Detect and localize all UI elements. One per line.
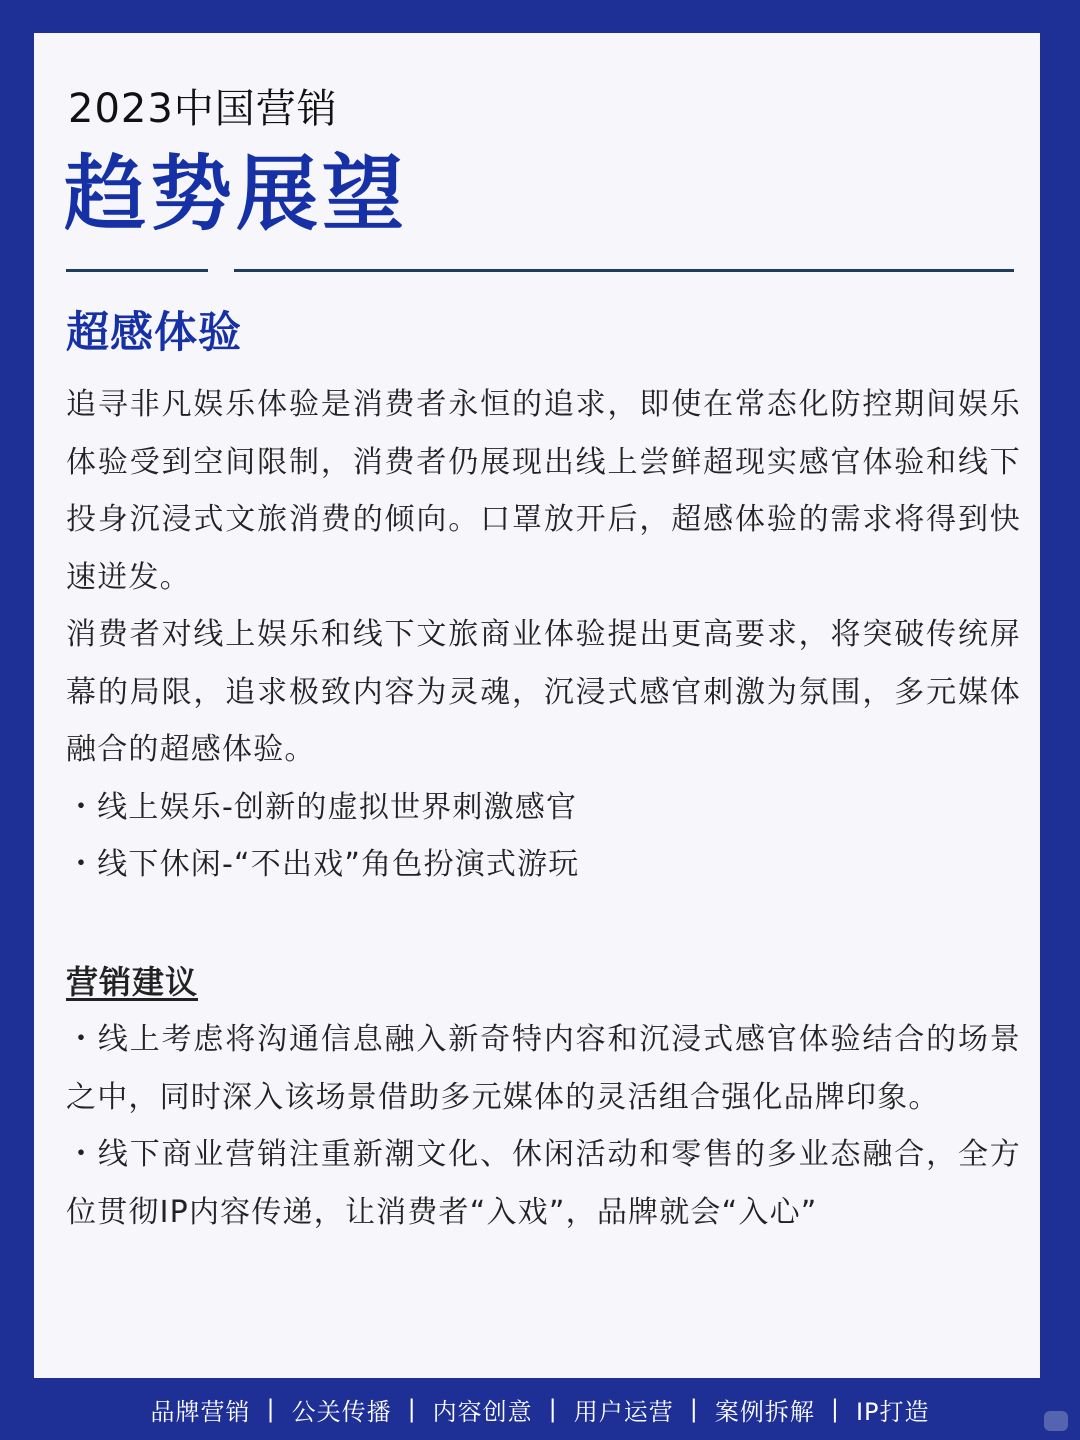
section-bullet: ・线上娱乐-创新的虚拟世界刺激感官 [66,789,578,825]
page-title: 趋势展望 [64,147,409,242]
footer-item-content-creative[interactable]: 内容创意 [432,1397,533,1426]
advice-body [66,1011,1021,1241]
divider-short [66,269,208,272]
section-bullet: ・线下休闲-“不出戏”角色扮演式游玩 [66,847,580,882]
footer-separator: | [407,1395,417,1423]
footer-separator: | [548,1395,558,1423]
page-subtitle: 2023中国营销 [68,86,338,132]
divider-long [234,269,1014,272]
section-paragraph: 追寻非凡娱乐体验是消费者永恒的追求，即使在常态化防控期间娱乐体验受到空间限制，消费者仍展现出线上尝鲜超现实感官体验和线下投身沉浸式文旅消费的倾向。口罩放开后，超感体验的需求将得到快速迸发。 [66,387,1021,595]
footer-separator: | [266,1395,276,1423]
watermark-logo [1044,1411,1068,1431]
footer-item-brand-marketing[interactable]: 品牌营销 [150,1397,251,1426]
advice-item: ・线下商业营销注重新潮文化、休闲活动和零售的多业态融合，全方位贯彻IP内容传递，让消费者“入戏”，品牌就会“入心” [66,1137,1021,1230]
footer-item-user-operation[interactable]: 用户运营 [573,1397,674,1426]
footer-separator: | [689,1395,699,1423]
footer-item-pr[interactable]: 公关传播 [291,1397,392,1426]
footer-nav [0,1378,1080,1440]
advice-heading: 营销建议 [66,963,199,1001]
footer-item-case-study[interactable]: 案例拆解 [714,1397,815,1426]
content-card [34,33,1040,1378]
footer-separator: | [830,1395,840,1423]
section-heading: 超感体验 [66,308,242,358]
advice-item: ・线上考虑将沟通信息融入新奇特内容和沉浸式感官体验结合的场景之中，同时深入该场景借助多元媒体的灵活组合强化品牌印象。 [66,1022,1021,1115]
footer-item-ip[interactable]: IP打造 [855,1397,930,1426]
section-paragraph: 消费者对线上娱乐和线下文旅商业体验提出更高要求，将突破传统屏幕的局限，追求极致内容为灵魂，沉浸式感官刺激为氛围，多元媒体融合的超感体验。 [66,617,1021,767]
section-body [66,376,1021,894]
